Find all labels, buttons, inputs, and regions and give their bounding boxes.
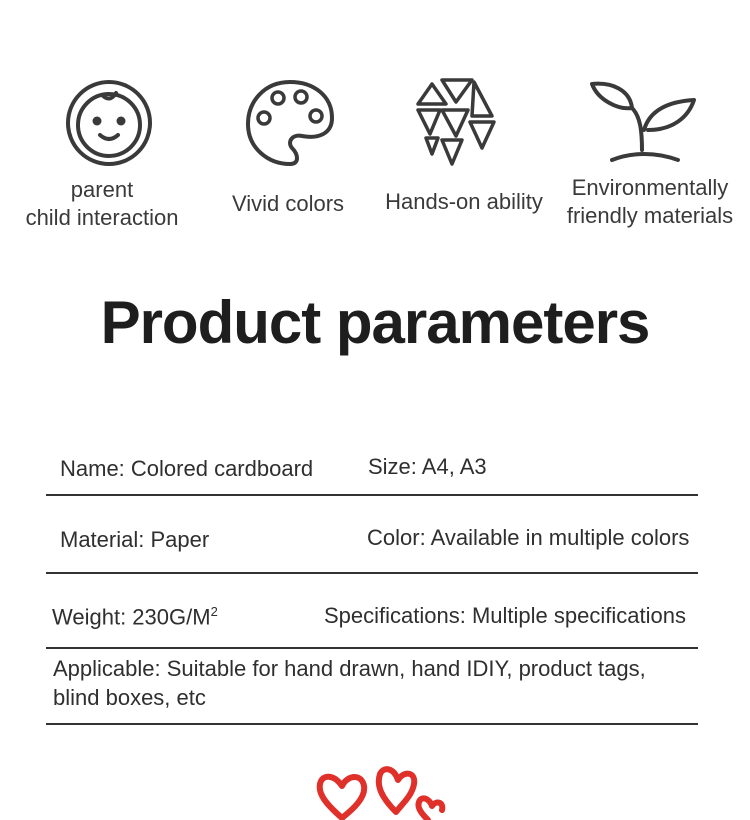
geometric-puzzle-icon [412, 76, 500, 168]
baby-face-icon [64, 80, 154, 166]
param-name: Name: Colored cardboard [60, 456, 314, 481]
feature-label-parent-child: parent child interaction [25, 177, 179, 230]
param-weight-superscript: 2 [210, 604, 218, 619]
param-specifications: Specifications: Multiple specifications [324, 603, 686, 628]
divider [46, 647, 698, 649]
divider [46, 494, 698, 496]
param-applicable: Applicable: Suitable for hand drawn, hand IDIY, product tags, blind boxes, etc [53, 656, 646, 710]
param-color: Color: Available in multiple colors [367, 525, 690, 550]
palette-icon [244, 78, 336, 168]
hearts-doodle-icon [312, 762, 452, 820]
param-size: Size: A4, A3 [368, 454, 487, 479]
divider [46, 572, 698, 574]
sprout-icon [588, 80, 700, 166]
feature-label-eco-materials: Environmentally friendly materials [566, 175, 734, 228]
param-material: Material: Paper [60, 527, 210, 552]
feature-label-hands-on: Hands-on ability [385, 189, 543, 214]
feature-label-vivid-colors: Vivid colors [231, 191, 345, 216]
param-weight-value: Weight: 230G/M [52, 604, 211, 630]
param-weight [52, 604, 218, 630]
page-title: Product parameters [100, 289, 650, 356]
divider [46, 723, 698, 725]
